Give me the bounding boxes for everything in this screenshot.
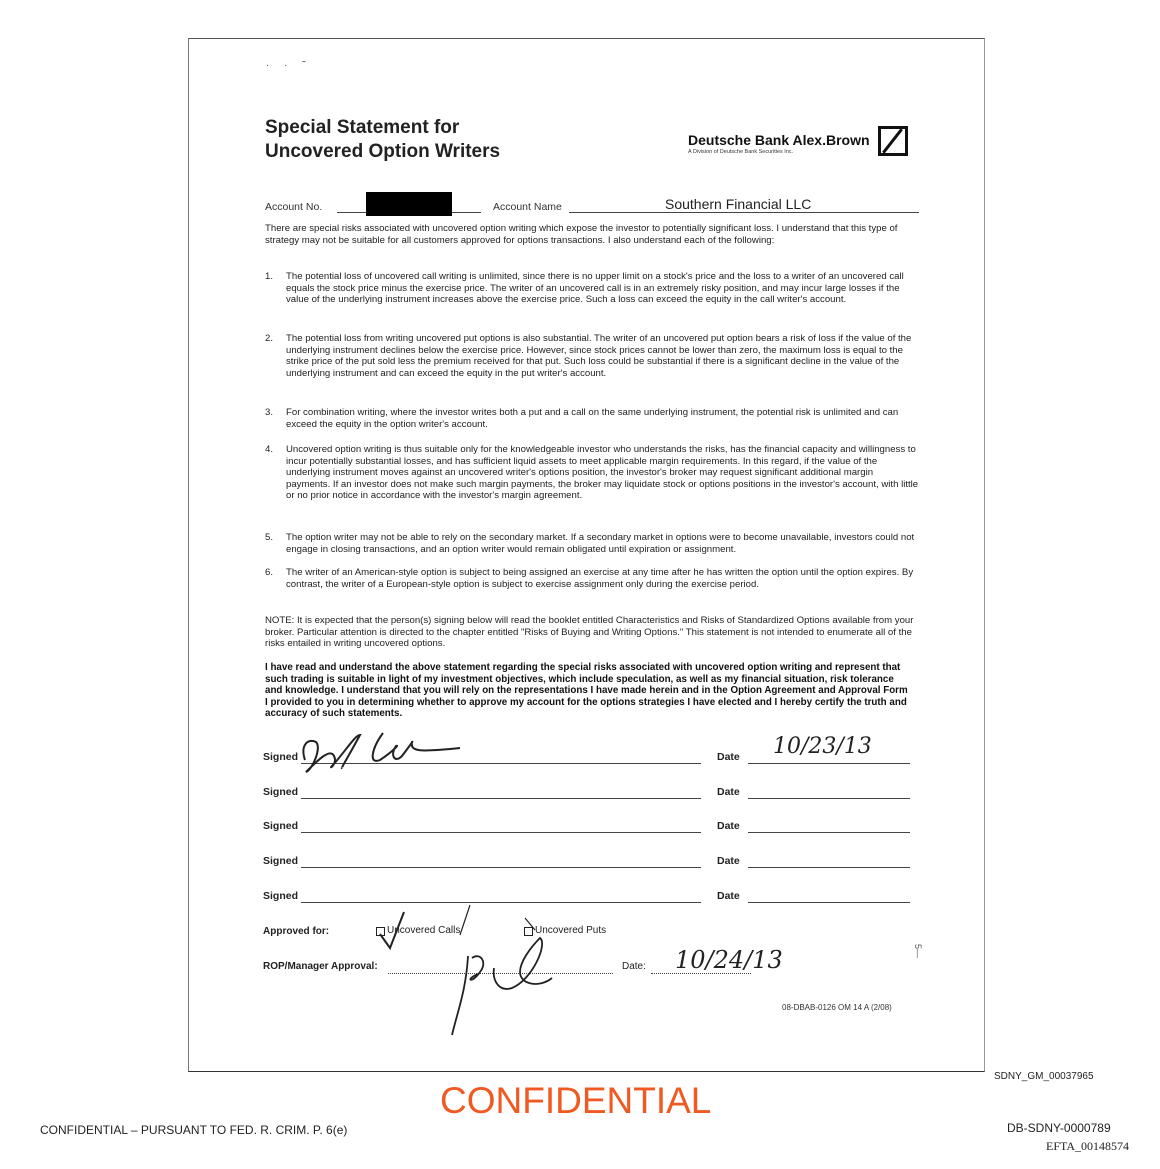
- certification-paragraph: I have read and understand the above statement regarding the special risks associated with uncovered option writing and represent that such trading is suitable in light of my investment objectives, which include speculation, as well as my financial situation, risk tolerance and knowledge. I understand that you will rely on the representations I have made herein and in the Option Agreement and Approval Form I provided to you in determining whether to approve my account for the options strategies I have elected and I hereby certify the truth and accuracy of such statements.: [265, 662, 908, 720]
- date-label: Date: [717, 855, 740, 867]
- list-item-number: 6.: [265, 567, 274, 578]
- list-item-text: The option writer may not be able to rely on the secondary market. If a secondary market in options were to become unavailable, investors could not engage in closing transactions, and an option writer would remain obligated until expiration or assignment.: [286, 532, 915, 555]
- signed-label: Signed: [263, 820, 299, 832]
- manager-signature: [452, 938, 552, 1035]
- list-item-text: The potential loss from writing uncovered put options is also substantial. The writer of an uncovered put option bears a risk of loss if the value of the underlying instrument declines below the exercise price. However, since stock prices cannot be lower than zero, the maximum loss is equal to the strike price of the put sold less the premium received for that put. Such loss could be substantial if there is a significant decline in the value of the underlying instrument and can exceed the equity in the put writer's account.: [286, 333, 912, 379]
- list-item-text: Uncovered option writing is thus suitable only for the knowledgeable investor who understands the risks, has the financial capacity and willingness to incur potentially substantial losses, and has sufficient liquid assets to meet applicable margin requirements. In this regard, if the value of the underlying instrument moves against an uncovered writer's options position, the investor's broker may request significant additional margin payments. If an investor does not make such margin payments, the broker may liquidate stock or options positions in the investor's account, with little or no prior notice in accordance with the investor's margin agreement.: [286, 444, 919, 502]
- signed-label: Signed: [263, 786, 299, 798]
- efta-number: EFTA_00148574: [1046, 1139, 1130, 1153]
- list-item-text: For combination writing, where the investor writes both a put and a call on the same underlying instrument, the potential risk is unlimited and can exceed the equity in the option writer's account.: [286, 407, 899, 430]
- date-label: Date: [717, 820, 740, 832]
- list-item-number: 5.: [265, 532, 274, 543]
- approval-line-mark: [460, 905, 535, 935]
- approved-for-label: Approved for:: [263, 926, 330, 937]
- rop-date-value: 10/24/13: [675, 946, 783, 974]
- footer-confidential-notice: CONFIDENTIAL – PURSUANT TO FED. R. CRIM. P. 6(e): [40, 1123, 348, 1137]
- signed-label: Signed: [263, 855, 299, 867]
- rop-date-label: Date:: [622, 961, 646, 972]
- brand-name: Deutsche Bank Alex.Brown: [688, 132, 870, 148]
- list-item-number: 2.: [265, 333, 274, 344]
- date-label: Date: [717, 786, 740, 798]
- rop-approval-label: ROP/Manager Approval:: [263, 961, 378, 972]
- edge-mark: 5—: [913, 944, 923, 959]
- form-code: 08-DBAB-0126 OM 14 A (2/08): [782, 1003, 892, 1012]
- title-line-1: Special Statement for: [265, 117, 460, 138]
- list-item-text: The writer of an American-style option is subject to being assigned an exercise at any time after he has written the option until the option expires. By contrast, the writer of a European-style option is subject to exercise assignment only during the exercise period.: [286, 567, 914, 590]
- signed-label: Signed: [263, 890, 299, 902]
- list-item-text: The potential loss of uncovered call writing is unlimited, since there is no upper limit on a stock's price and the loss to a writer of an uncovered call equals the stock price minus the exercise price. The writer of an uncovered call is in an extremely risky position, and may incur large losses if the value of the underlying instrument increases above the exercise price. Such a loss can exceed the equity in the call writer's account.: [286, 271, 904, 306]
- title-line-2: Uncovered Option Writers: [265, 141, 501, 162]
- list-item-number: 3.: [265, 407, 274, 418]
- brand-subtitle: A Division of Deutsche Bank Securities Inc.: [688, 149, 794, 155]
- list-item-number: 1.: [265, 271, 274, 282]
- account-number-label: Account No.: [265, 201, 323, 213]
- scan-specks: · · ˜: [266, 60, 312, 71]
- uncovered-puts-label: Uncovered Puts: [535, 925, 607, 936]
- date-label: Date: [717, 751, 740, 763]
- date-value: 10/23/13: [773, 734, 872, 759]
- list-item-number: 4.: [265, 444, 274, 455]
- note-paragraph: NOTE: It is expected that the person(s) signing below will read the booklet entitled Characteristics and Risks of Standardized Options available from your broker. Particular attention is directed to the chapter entitled "Risks of Buying and Writing Options." This statement is not intended to enumerate all of the risks entailed in writing uncovered options.: [265, 615, 914, 650]
- account-name-label: Account Name: [493, 201, 562, 213]
- uncovered-calls-label: Uncovered Calls: [387, 925, 461, 936]
- signed-label: Signed: [263, 751, 299, 763]
- intro-paragraph: There are special risks associated with uncovered option writing which expose the investor to potentially significant loss. I understand that this type of strategy may not be suitable for all customers approved for options transactions. I also understand each of the following:: [265, 223, 898, 246]
- calls-checkmark-icon: [380, 912, 404, 948]
- date-label: Date: [717, 890, 740, 902]
- footer-bates-number: DB-SDNY-0000789: [1007, 1121, 1111, 1135]
- client-signature: [303, 733, 460, 772]
- sdny-bates-number: SDNY_GM_00037965: [994, 1071, 1094, 1082]
- confidential-stamp: CONFIDENTIAL: [440, 1080, 712, 1121]
- account-name-value: Southern Financial LLC: [665, 196, 812, 212]
